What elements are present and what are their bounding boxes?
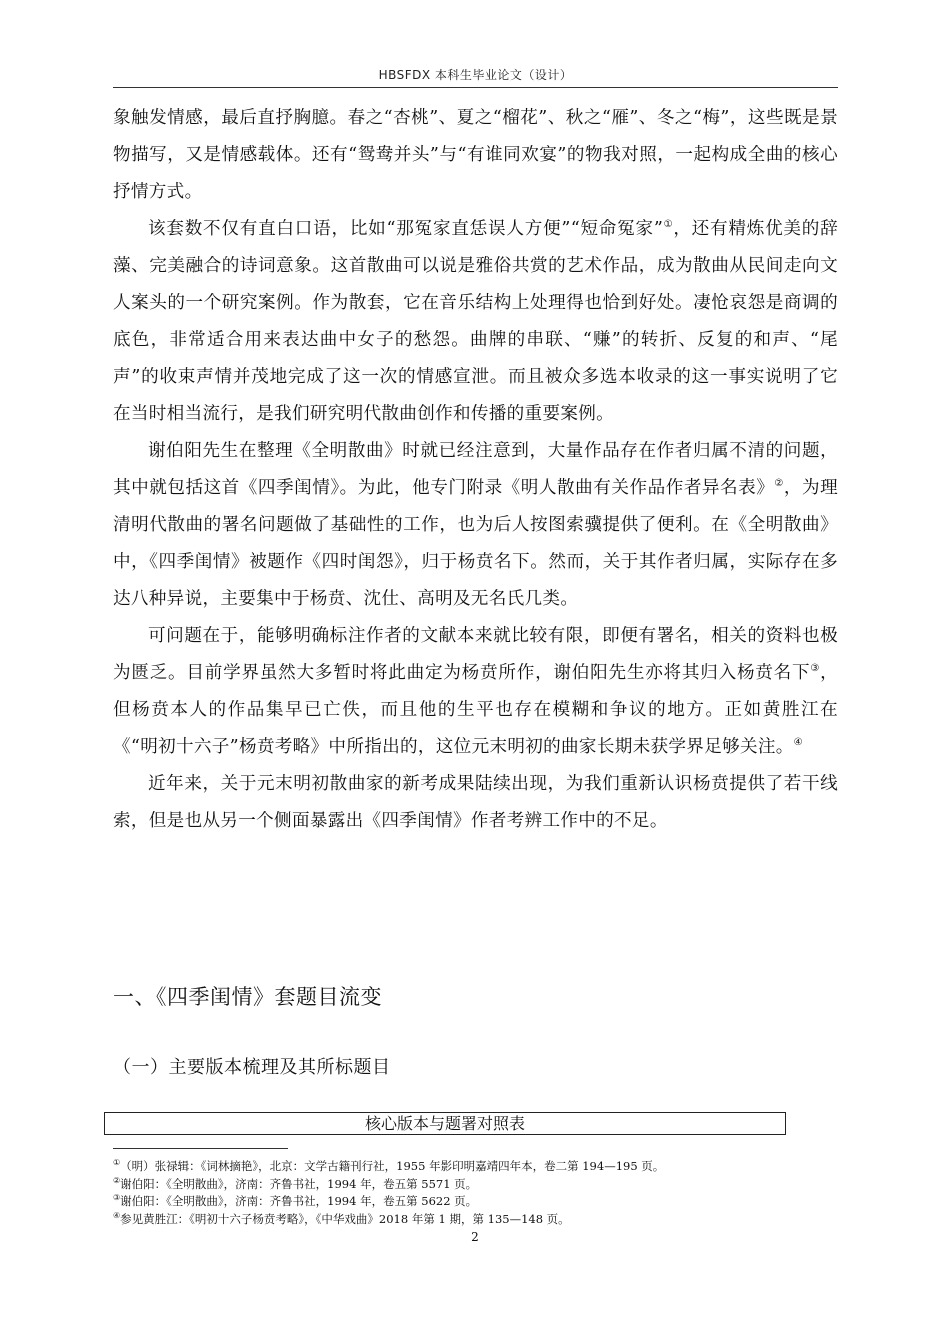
- paragraph-2-text-b: ，还有精炼优美的辞藻、完美融合的诗词意象。这首散曲可以说是雅俗共赏的艺术作品，成为散曲从民间走向文人案头的一个研究案例。作为散套，它在音乐结构上处理得也恰到好处。凄怆哀怨是商调的底色，非常适合用来表达曲中女子的愁怨。曲牌的串联、“赚”的转折、反复的和声、“尾声”的收束声情并茂地完成了这一次的情感宣泄。而且被众多选本收录的这一事实说明了它在当时相当流行，是我们研究明代散曲创作和传播的重要案例。: [113, 219, 839, 424]
- paragraph-4-text-a: 可问题在于，能够明确标注作者的文献本来就比较有限，即便有署名，相关的资料也极为匮乏。目前学界虽然大多暂时将此曲定为杨贲所作，谢伯阳先生亦将其归入杨贲名下: [113, 626, 838, 683]
- paragraph-4: [113, 618, 838, 766]
- footnote-mark-2: ②: [113, 1175, 121, 1185]
- footnote-1: [113, 1158, 838, 1176]
- footnote-2: [113, 1176, 838, 1194]
- footnote-3: [113, 1193, 838, 1211]
- footnote-ref-3[interactable]: ③: [810, 663, 821, 675]
- table-caption: 核心版本与题署对照表: [104, 1112, 786, 1135]
- footnote-text-4: 参见黄胜江：《明初十六子杨贲考略》，《中华戏曲》2018 年第 1 期，第 135—148 页。: [120, 1211, 570, 1226]
- footnote-ref-4[interactable]: ④: [793, 737, 803, 749]
- paragraph-3-text-b: ，为理清明代散曲的署名问题做了基础性的工作，也为后人按图索骥提供了便利。在《全明散曲》中，《四季闺情》被题作《四时闺怨》，归于杨贲名下。然而，关于其作者归属，实际存在多达八种异说，主要集中于杨贲、沈仕、高明及无名氏几类。: [113, 478, 838, 609]
- paragraph-1: 象触发情感，最后直抒胸臆。春之“杏桃”、夏之“榴花”、秋之“雁”、冬之“梅”，这些既是景物描写，又是情感载体。还有“鸳鸯并头”与“有谁同欢宴”的物我对照，一起构成全曲的核心抒情方式。: [113, 108, 838, 202]
- footnote-text-3: 谢伯阳：《全明散曲》，济南：齐鲁书社，1994 年，卷五第 5622 页。: [120, 1194, 478, 1208]
- paragraph-2: [113, 211, 838, 433]
- footnote-mark-3: ③: [113, 1193, 121, 1203]
- footnote-4: [113, 1211, 838, 1229]
- running-header: HBSFDX 本科生毕业论文（设计）: [378, 68, 573, 82]
- section-heading: 一、《四季闺情》套题目流变: [113, 985, 382, 1009]
- paragraph-4-text-b: ，但杨贲本人的作品集早已亡佚，而且他的生平也存在模糊和争议的地方。正如黄胜江在《“明初十六子”杨贲考略》中所指出的，这位元末明初的曲家长期未获学界足够关注。: [113, 663, 839, 757]
- body-text: [113, 100, 838, 840]
- footnote-mark-4: ④: [113, 1210, 121, 1220]
- footnote-text-2: 谢伯阳：《全明散曲》，济南：齐鲁书社，1994 年，卷五第 5571 页。: [120, 1176, 478, 1191]
- footnote-divider: [113, 1148, 288, 1149]
- subsection-heading: （一）主要版本梳理及其所标题目: [113, 1057, 391, 1078]
- footnote-ref-1[interactable]: ①: [663, 219, 674, 231]
- footnotes: [113, 1158, 838, 1228]
- header-divider: [113, 87, 838, 88]
- footnote-text-1: （明）张禄辑：《词林摘艳》，北京：文学古籍刊行社，1955 年影印明嘉靖四年本，卷二第 194—195 页。: [120, 1159, 665, 1173]
- footnote-mark-1: ①: [113, 1158, 121, 1168]
- paragraph-3-text-a: 谢伯阳先生在整理《全明散曲》时就已经注意到，大量作品存在作者归属不清的问题，其中就包括这首《四季闺情》。为此，他专门附录《明人散曲有关作品作者异名表》: [113, 441, 838, 498]
- footnote-ref-2[interactable]: ②: [774, 478, 784, 490]
- paragraph-5: 近年来，关于元末明初散曲家的新考成果陆续出现，为我们重新认识杨贲提供了若干线索，但是也从另一个侧面暴露出《四季闺情》作者考辨工作中的不足。: [113, 774, 838, 831]
- paragraph-2-text-a: 该套数不仅有直白口语，比如“那冤家直恁误人方便”“短命冤家”: [148, 219, 664, 239]
- paragraph-3: [113, 433, 838, 618]
- page-number: 2: [471, 1230, 479, 1244]
